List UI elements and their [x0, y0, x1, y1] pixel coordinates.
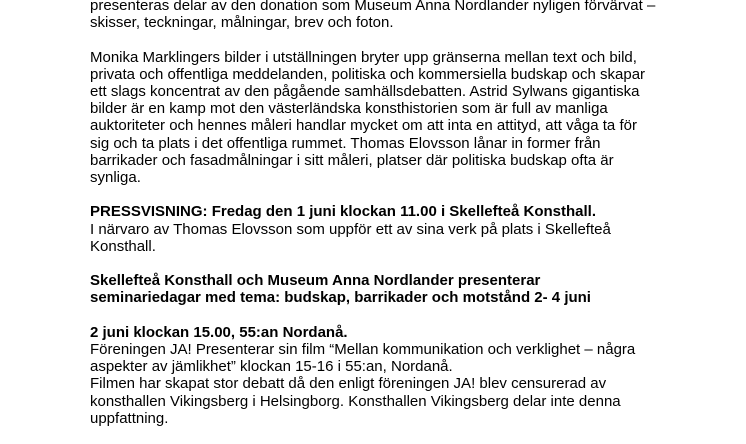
text-line: barrikader och fasadmålningar i sitt måleri, platser där politiska budskap ofta är — [90, 151, 614, 169]
text-line: privata och offentliga meddelanden, politiska och kommersiella budskap och skapar — [90, 65, 646, 83]
text-line: ett slags koncentrat av den pågående samhällsdebatten. Astrid Sylwans gigantiska — [90, 83, 640, 100]
text-line: sig och ta plats i det offentliga rummet. Thomas Elovsson lånar in former från — [90, 134, 601, 152]
event-june2-section — [90, 324, 740, 427]
seminar-heading-line: Skellefteå Konsthall och Museum Anna Nordlander presenterar — [90, 272, 541, 290]
event-june2-heading: 2 juni klockan 15.00, 55:an Nordanå. — [90, 323, 348, 341]
text-line: uppfattning. — [90, 409, 169, 427]
text-line: Filmen har skapat stor debatt då den enligt föreningen JA! blev censurerad av — [90, 375, 607, 393]
document-page — [90, 0, 740, 444]
text-line: aspekter av jämlikhet” klockan 15-16 i 55:an, Nordanå. — [90, 358, 453, 376]
text-line: presenteras delar av den donation som Museum Anna Nordlander nyligen förvärvat – — [90, 0, 656, 14]
text-line: I närvaro av Thomas Elovsson som uppför ett av sina verk på plats i Skellefteå — [90, 220, 611, 238]
text-line: Konsthall. — [90, 237, 156, 255]
text-line: auktoriteter och hennes måleri handlar mycket om att inta en attityd, att våga ta för — [90, 117, 637, 135]
text-line: synliga. — [90, 169, 141, 187]
text-line: bilder är en kamp mot den västerländska konsthistorien som är full av manliga — [90, 100, 608, 118]
seminar-heading — [90, 272, 740, 306]
text-line: Monika Marklingers bilder i utställningen bryter upp gränserna mellan text och bild, — [90, 48, 637, 66]
text-line: konsthallen Vikingsberg i Helsingborg. Konsthallen Vikingsberg delar inte denna — [90, 392, 621, 410]
press-viewing-heading: PRESSVISNING: Fredag den 1 juni klockan 11.00 i Skellefteå Konsthall. — [90, 203, 596, 221]
artists-paragraph — [90, 49, 740, 187]
text-line: skisser, teckningar, målningar, brev och foton. — [90, 14, 394, 32]
seminar-heading-line: seminariedagar med tema: budskap, barrikader och motstånd 2- 4 juni — [90, 289, 591, 307]
press-viewing-section — [90, 203, 740, 255]
intro-paragraph — [90, 0, 740, 31]
text-line: Föreningen JA! Presenterar sin film “Mellan kommunikation och verklighet – några — [90, 341, 636, 358]
